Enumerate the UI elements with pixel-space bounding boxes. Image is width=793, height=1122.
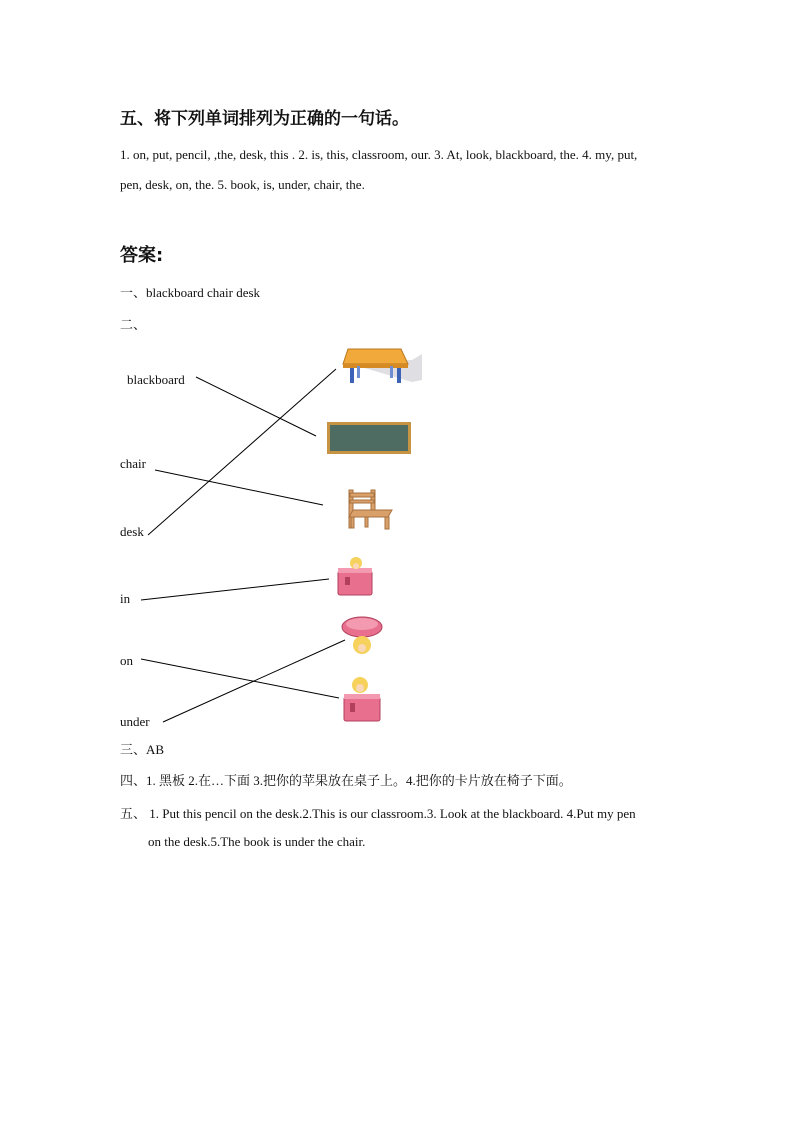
answer-4: 四、1. 黑板 2.在…下面 3.把你的苹果放在桌子上。4.把你的卡片放在椅子下面。 <box>120 773 572 788</box>
section-title: 五、将下列单词排列为正确的一句话。 <box>120 109 409 129</box>
question-line-1: 1. on, put, pencil, ,the, desk, this . 2. is, this, classroom, our. 3. At, look, blackboard, the. 4. my, put, <box>120 147 638 162</box>
answer-2: 二、 <box>120 317 147 332</box>
line-blackboard <box>196 377 316 436</box>
under-box-picture <box>342 617 382 654</box>
line-in <box>141 579 329 600</box>
in-box-picture <box>338 557 372 595</box>
line-chair <box>155 470 323 505</box>
blackboard-picture <box>327 422 411 454</box>
answer-3: 三、AB <box>120 742 165 757</box>
word-on: on <box>120 653 133 668</box>
word-blackboard: blackboard <box>127 372 185 387</box>
answer-5-line-1: 五、 1. Put this pencil on the desk.2.This is our classroom.3. Look at the blackboard. 4.Put my pen <box>120 806 636 821</box>
answer-title: 答案: <box>120 245 164 266</box>
desk-picture <box>343 349 422 383</box>
question-line-2: pen, desk, on, the. 5. book, is, under, chair, the. <box>120 177 365 192</box>
line-under <box>163 640 345 722</box>
word-in: in <box>120 591 131 606</box>
on-box-picture <box>344 677 380 721</box>
answer-1: 一、blackboard chair desk <box>120 285 261 300</box>
word-desk: desk <box>120 524 144 539</box>
line-on <box>141 659 339 698</box>
answer-5-line-2: on the desk.5.The book is under the chair. <box>148 834 366 849</box>
word-under: under <box>120 714 150 729</box>
word-chair: chair <box>120 456 146 471</box>
chair-picture <box>349 490 392 529</box>
line-desk <box>148 369 336 535</box>
